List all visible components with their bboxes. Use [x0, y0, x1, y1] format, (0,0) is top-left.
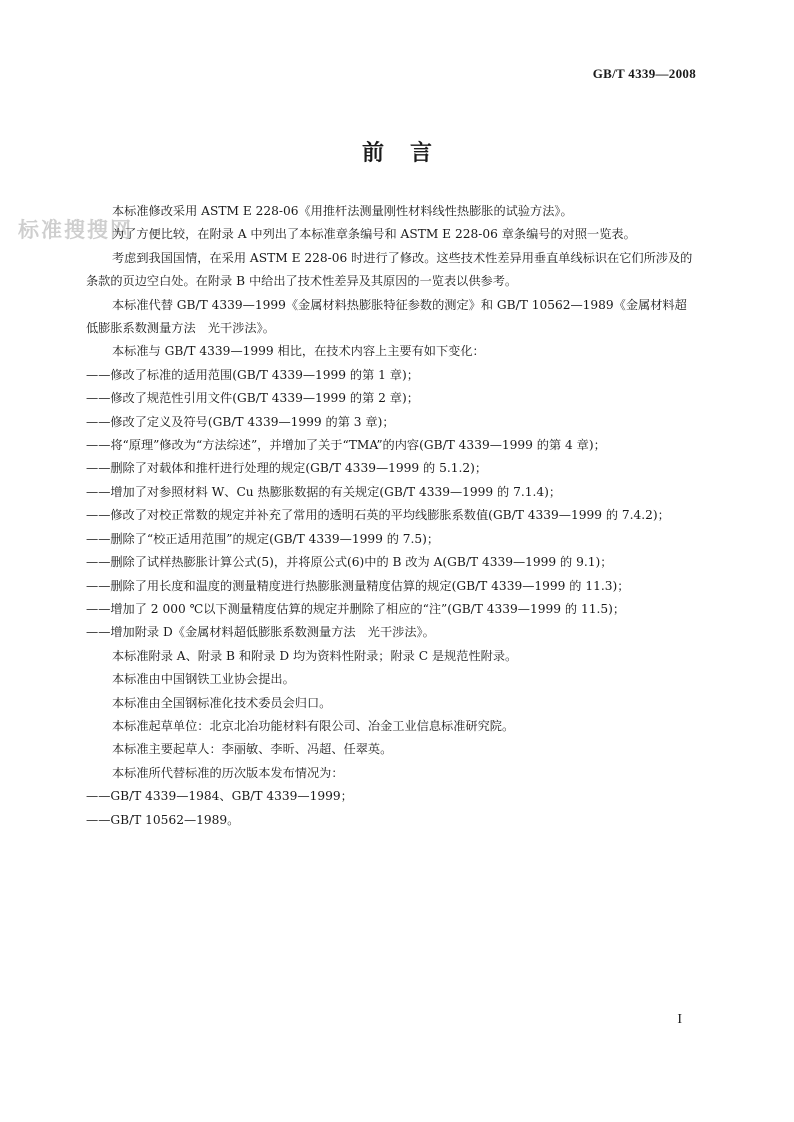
paragraph: 本标准主要起草人：李丽敏、李昕、冯超、任翠英。: [112, 742, 393, 757]
standard-code: GB/T 4339—2008: [592, 66, 696, 81]
page-number: I: [677, 1012, 682, 1027]
paragraph: 本标准由中国钢铁工业协会提出。: [112, 672, 295, 687]
list-item: ——删除了试样热膨胀计算公式(5)，并将原公式(6)中的 B 改为 A(GB/T 4339—1999 的 9.1)；: [86, 555, 613, 570]
list-item: ——GB/T 10562—1989。: [86, 812, 240, 827]
list-item: ——删除了对载体和推杆进行处理的规定(GB/T 4339—1999 的 5.1.2)；: [86, 461, 488, 476]
paragraph: 本标准由全国钢标准化技术委员会归口。: [112, 695, 332, 710]
list-item: ——GB/T 4339—1984、GB/T 4339—1999；: [86, 789, 353, 804]
list-item: ——修改了规范性引用文件(GB/T 4339—1999 的第 2 章)；: [86, 391, 419, 406]
list-item: ——增加了对参照材料 W、Cu 热膨胀数据的有关规定(GB/T 4339—1999 的 7.1.4)；: [86, 484, 562, 499]
list-item: ——删除了“校正适用范围”的规定(GB/T 4339—1999 的 7.5)；: [86, 531, 440, 546]
paragraph: 本标准起草单位：北京北冶功能材料有限公司、冶金工业信息标准研究院。: [112, 718, 515, 733]
paragraph: 本标准附录 A、附录 B 和附录 D 均为资料性附录；附录 C 是规范性附录。: [112, 648, 518, 663]
watermark: 标准搜搜网: [18, 218, 133, 242]
foreword-body: [86, 200, 696, 832]
list-item: ——修改了标准的适用范围(GB/T 4339—1999 的第 1 章)；: [86, 367, 419, 382]
list-item: ——删除了用长度和温度的测量精度进行热膨胀测量精度估算的规定(GB/T 4339—1999 的 11.3)；: [86, 578, 630, 593]
list-item: ——将“原理”修改为“方法综述”，并增加了关于“TMA”的内容(GB/T 4339—1999 的第 4 章)；: [86, 438, 606, 453]
paragraph: 本标准修改采用 ASTM E 228-06《用推杆法测量刚性材料线性热膨胀的试验方法》。: [112, 204, 573, 218]
paragraph: 本标准所代替标准的历次版本发布情况为：: [112, 765, 344, 780]
paragraph: 本标准与 GB/T 4339—1999 相比，在技术内容上主要有如下变化：: [112, 344, 485, 359]
paragraph: 为了方便比较，在附录 A 中列出了本标准章条编号和 ASTM E 228-06 章条编号的对照一览表。: [112, 227, 636, 242]
list-item: ——修改了定义及符号(GB/T 4339—1999 的第 3 章)；: [86, 414, 395, 429]
page-title: 前言: [361, 140, 458, 166]
paragraph: 考虑到我国国情，在采用 ASTM E 228-06 时进行了修改。这些技术性差异用垂直单线标识在它们所涉及的条款的页边空白处。在附录 B 中给出了技术性差异及其原因的一览表以供参考。: [86, 250, 693, 289]
list-item: ——修改了对校正常数的规定并补充了常用的透明石英的平均线膨胀系数值(GB/T 4339—1999 的 7.4.2)；: [86, 508, 670, 523]
paragraph: 本标准代替 GB/T 4339—1999《金属材料热膨胀特征参数的测定》和 GB/T 10562—1989《金属材料超低膨胀系数测量方法 光干涉法》。: [86, 297, 687, 336]
list-item: ——增加了 2 000 ℃以下测量精度估算的规定并删除了相应的“注”(GB/T 4339—1999 的 11.5)；: [86, 601, 626, 616]
list-item: ——增加附录 D《金属材料超低膨胀系数测量方法 光干涉法》。: [86, 625, 435, 640]
